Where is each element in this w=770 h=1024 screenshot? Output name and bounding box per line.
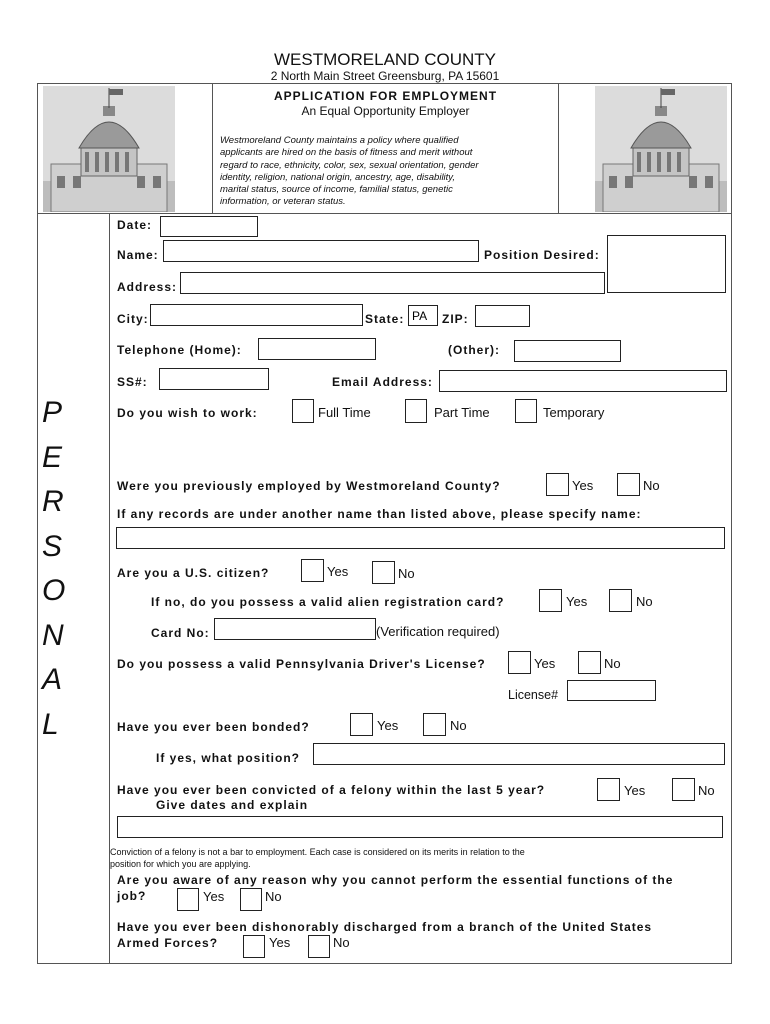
address-field[interactable] bbox=[180, 272, 605, 294]
telephone-home-field[interactable] bbox=[258, 338, 376, 360]
felony-explain-label: Give dates and explain bbox=[156, 798, 309, 812]
policy-line: information, or veteran status. bbox=[220, 196, 346, 208]
card-no-label: Card No: bbox=[151, 626, 210, 640]
policy-line: marital status, source of income, familial status, genetic bbox=[220, 184, 453, 196]
position-desired-field[interactable] bbox=[607, 235, 726, 293]
us-citizen-question: Are you a U.S. citizen? bbox=[117, 566, 270, 580]
us-citizen-no-label: No bbox=[398, 566, 415, 581]
address-label: Address: bbox=[117, 280, 178, 294]
felony-yes-checkbox[interactable] bbox=[597, 778, 620, 801]
license-number-field[interactable] bbox=[567, 680, 656, 701]
essential-no-checkbox[interactable] bbox=[240, 888, 262, 911]
drivers-license-yes-checkbox[interactable] bbox=[508, 651, 531, 674]
discharge-question-end: Armed Forces? bbox=[117, 936, 219, 950]
full-time-checkbox[interactable] bbox=[292, 399, 314, 423]
drivers-license-question: Do you possess a valid Pennsylvania Driver's License? bbox=[117, 657, 486, 671]
date-label: Date: bbox=[117, 218, 153, 232]
bonded-yes-label: Yes bbox=[377, 718, 399, 733]
alien-card-no-checkbox[interactable] bbox=[609, 589, 632, 612]
ss-label: SS#: bbox=[117, 375, 148, 389]
full-time-label: Full Time bbox=[318, 405, 371, 420]
alien-card-no-label: No bbox=[636, 594, 653, 609]
telephone-other-field[interactable] bbox=[514, 340, 621, 362]
bonded-question: Have you ever been bonded? bbox=[117, 720, 310, 734]
wish-to-work-label: Do you wish to work: bbox=[117, 406, 258, 420]
bonded-yes-checkbox[interactable] bbox=[350, 713, 373, 736]
policy-line: regard to race, ethnicity, color, sex, sexual orientation, gender bbox=[220, 159, 479, 171]
prev-employed-yes-label: Yes bbox=[572, 478, 594, 493]
felony-no-label: No bbox=[698, 783, 715, 798]
header-divider-right bbox=[558, 83, 559, 214]
prev-employed-no-label: No bbox=[643, 478, 660, 493]
name-field[interactable] bbox=[163, 240, 479, 262]
us-citizen-yes-checkbox[interactable] bbox=[301, 559, 324, 582]
alien-card-yes-label: Yes bbox=[566, 594, 588, 609]
discharge-yes-label: Yes bbox=[269, 935, 291, 950]
state-label: State: bbox=[365, 312, 405, 326]
discharge-question: Have you ever been dishonorably discharged from a branch of the United States bbox=[117, 920, 653, 934]
bonded-position-label: If yes, what position? bbox=[156, 751, 301, 765]
section-letter: N bbox=[42, 619, 64, 652]
felony-no-checkbox[interactable] bbox=[672, 778, 695, 801]
drivers-license-no-label: No bbox=[604, 656, 621, 671]
bonded-no-checkbox[interactable] bbox=[423, 713, 446, 736]
part-time-checkbox[interactable] bbox=[405, 399, 427, 423]
section-letter: R bbox=[42, 485, 64, 518]
us-citizen-no-checkbox[interactable] bbox=[372, 561, 395, 584]
policy-line: identity, religion, national origin, ancestry, age, disability, bbox=[220, 171, 455, 183]
essential-yes-checkbox[interactable] bbox=[177, 888, 199, 911]
temporary-label: Temporary bbox=[543, 405, 605, 420]
discharge-no-label: No bbox=[333, 935, 350, 950]
state-field[interactable] bbox=[408, 305, 438, 326]
prev-employed-no-checkbox[interactable] bbox=[617, 473, 640, 496]
part-time-label: Part Time bbox=[434, 405, 490, 420]
prev-employed-yes-checkbox[interactable] bbox=[546, 473, 569, 496]
org-address: 2 North Main Street Greensburg, PA 15601 bbox=[270, 69, 500, 83]
bonded-position-field[interactable] bbox=[313, 743, 725, 765]
policy-line: Westmoreland County maintains a policy where qualified bbox=[220, 135, 459, 146]
courthouse-image-left bbox=[43, 86, 175, 212]
city-field[interactable] bbox=[150, 304, 363, 326]
alien-card-yes-checkbox[interactable] bbox=[539, 589, 562, 612]
discharge-no-checkbox[interactable] bbox=[308, 935, 330, 958]
form-title: APPLICATION FOR EMPLOYMENT bbox=[273, 89, 498, 103]
policy-line: applicants are hired on the basis of fitness and merit without bbox=[220, 147, 473, 159]
telephone-other-label: (Other): bbox=[448, 343, 500, 357]
section-letter: S bbox=[42, 530, 63, 563]
org-name: WESTMORELAND COUNTY bbox=[274, 50, 496, 69]
name-label: Name: bbox=[117, 248, 159, 262]
email-label: Email Address: bbox=[332, 375, 433, 389]
zip-field[interactable] bbox=[475, 305, 530, 327]
drivers-license-yes-label: Yes bbox=[534, 656, 556, 671]
telephone-home-label: Telephone (Home): bbox=[117, 343, 242, 357]
city-label: City: bbox=[117, 312, 149, 326]
section-letter: L bbox=[42, 708, 59, 741]
eeo-policy bbox=[220, 135, 479, 209]
courthouse-image-right bbox=[595, 86, 727, 212]
us-citizen-yes-label: Yes bbox=[327, 564, 349, 579]
other-name-field[interactable] bbox=[116, 527, 725, 549]
felony-note: Conviction of a felony is not a bar to employment. Each case is considered on its merits in relation to the bbox=[110, 847, 525, 857]
section-letter: E bbox=[42, 441, 63, 474]
felony-note: position for which you are applying. bbox=[110, 859, 251, 869]
section-letter: P bbox=[42, 396, 63, 429]
temporary-checkbox[interactable] bbox=[515, 399, 537, 423]
alien-card-question: If no, do you possess a valid alien registration card? bbox=[151, 595, 505, 609]
section-letter: A bbox=[42, 663, 63, 696]
position-desired-label: Position Desired: bbox=[484, 248, 600, 262]
ss-field[interactable] bbox=[159, 368, 269, 390]
felony-explain-field[interactable] bbox=[117, 816, 723, 838]
essential-functions-question-end: job? bbox=[117, 889, 147, 903]
drivers-license-no-checkbox[interactable] bbox=[578, 651, 601, 674]
essential-yes-label: Yes bbox=[203, 889, 225, 904]
essential-no-label: No bbox=[265, 889, 282, 904]
license-number-label: License# bbox=[508, 688, 559, 702]
bonded-no-label: No bbox=[450, 718, 467, 733]
zip-label: ZIP: bbox=[442, 312, 469, 326]
verification-note: (Verification required) bbox=[376, 624, 500, 639]
date-field[interactable] bbox=[160, 216, 258, 237]
section-letter: O bbox=[42, 574, 66, 607]
discharge-yes-checkbox[interactable] bbox=[243, 935, 265, 958]
card-no-field[interactable] bbox=[214, 618, 376, 640]
prev-employed-question: Were you previously employed by Westmoreland County? bbox=[117, 479, 501, 493]
felony-yes-label: Yes bbox=[624, 783, 646, 798]
email-field[interactable] bbox=[439, 370, 727, 392]
other-name-question: If any records are under another name than listed above, please specify name: bbox=[117, 507, 642, 521]
form-subtitle: An Equal Opportunity Employer bbox=[301, 104, 470, 118]
felony-question: Have you ever been convicted of a felony within the last 5 year? bbox=[117, 783, 546, 797]
essential-functions-question: Are you aware of any reason why you cannot perform the essential functions of the bbox=[117, 873, 674, 887]
